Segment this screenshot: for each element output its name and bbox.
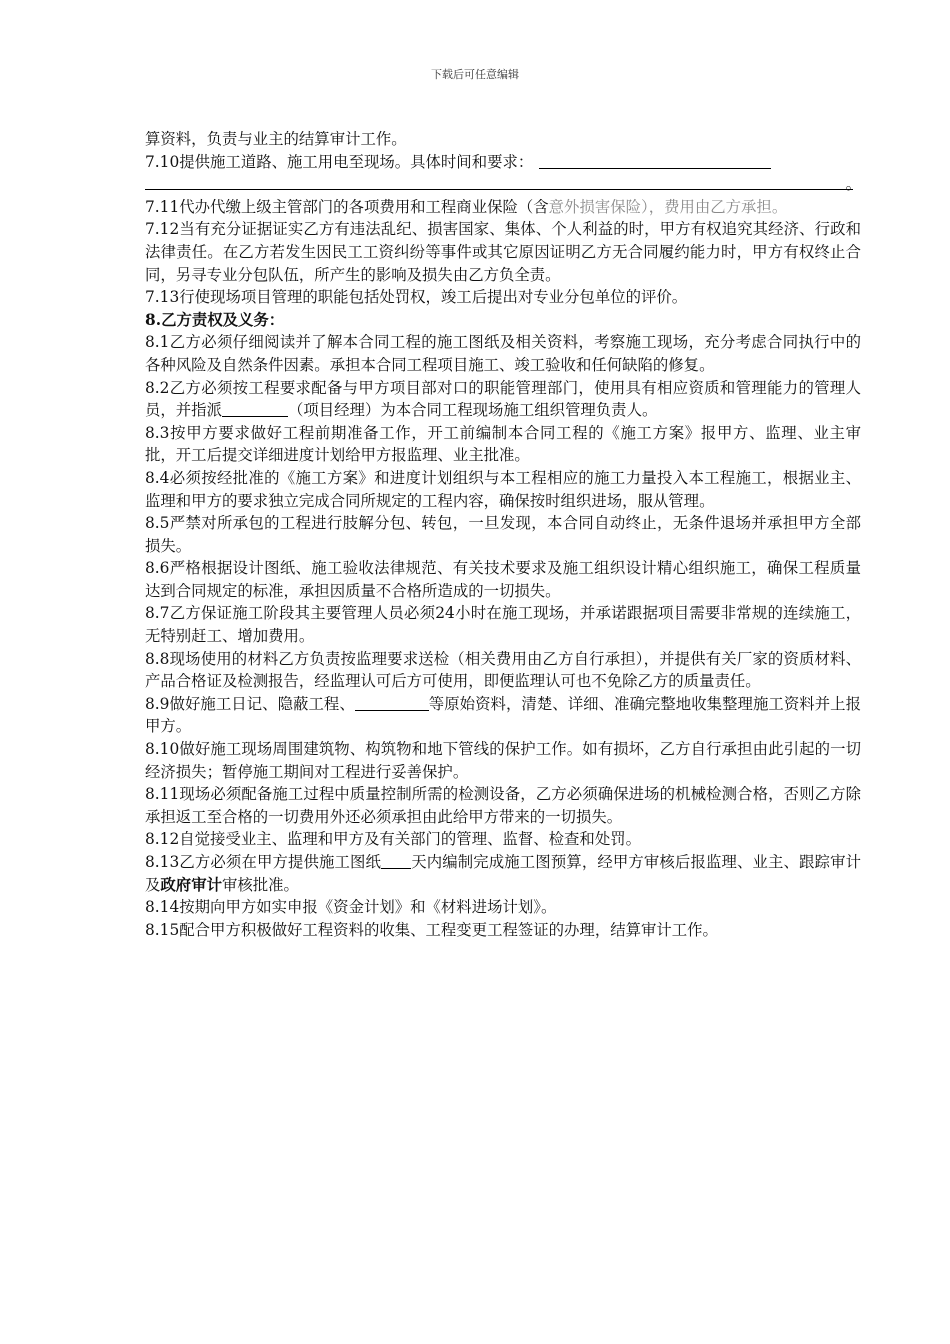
clause-7-12: 7.12当有充分证据证实乙方有违法乱纪、损害国家、集体、个人利益的时，甲方有权追究其经济、行政和法律责任。在乙方若发生因民工工资纠纷等事件或其它原因证明乙方无合同履约能力时，甲方有权终止合同，另寻专业分包队伍，所产生的影响及损失由乙方负全责。: [145, 220, 861, 284]
clause-8-11: 8.11现场必须配备施工过程中质量控制所需的检测设备，乙方必须确保进场的机械检测合格，否则乙方除承担返工至合格的一切费用外还必须承担由此给甲方带来的一切损失。: [145, 785, 861, 826]
clause-7-10-fill-line[interactable]: 。: [145, 173, 861, 196]
section-8-heading: 8.乙方责权及义务：: [145, 310, 285, 329]
clause-8-1: 8.1乙方必须仔细阅读并了解本合同工程的施工图纸及相关资料，考察施工现场，充分考虑合同执行中的各种风险及自然条件因素。承担本合同工程项目施工、竣工验收和任何缺陷的修复。: [145, 333, 861, 374]
records-blank[interactable]: [355, 695, 429, 711]
clause-7-10: 7.10提供施工道路、施工用电至现场。具体时间和要求：: [145, 151, 861, 174]
clause-7-9-tail: 算资料，负责与业主的结算审计工作。: [145, 130, 407, 148]
clause-8-9: 8.9做好施工日记、隐蔽工程、 等原始资料，清楚、详细、准确完整地收集整理施工资料并上报甲方。: [145, 694, 861, 736]
clause-8-14: 8.14按期向甲方如实申报《资金计划》和《材料进场计划》。: [145, 898, 557, 917]
clause-8-10: 8.10做好施工现场周围建筑物、构筑物和地下管线的保护工作。如有损坏，乙方自行承担由此引起的一切经济损失；暂停施工期间对工程进行妥善保护。: [145, 740, 861, 781]
clause-8-7: 8.7乙方保证施工阶段其主要管理人员必须24小时在施工现场，并承诺跟据项目需要非常规的连续施工，无特别赶工、增加费用。: [145, 604, 861, 646]
clause-8-12: 8.12自觉接受业主、监理和甲方及有关部门的管理、监督、检查和处罚。: [145, 830, 641, 849]
clause-8-3: 8.3按甲方要求做好工程前期准备工作，开工前编制本合同工程的《施工方案》报甲方、监理、业主审批，开工后提交详细进度计划给甲方报监理、业主批准。: [145, 423, 861, 465]
clause-7-11: 7.11代办代缴上级主管部门的各项费用和工程商业保险（含意外损害保险），费用由乙方承担。: [145, 197, 788, 216]
clause-8-13: 8.13乙方必须在甲方提供施工图纸 天内编制完成施工图预算，经甲方审核后报监理、业主、跟踪审计及政府审计审核批准。: [145, 853, 861, 894]
days-blank[interactable]: [381, 853, 411, 869]
project-manager-blank[interactable]: [222, 401, 288, 417]
clause-7-13: 7.13行使现场项目管理的职能包括处罚权，竣工后提出对专业分包单位的评价。: [145, 288, 688, 307]
clause-8-5: 8.5严禁对所承包的工程进行肢解分包、转包，一旦发现，本合同自动终止，无条件退场并承担甲方全部损失。: [145, 514, 861, 555]
clause-8-8: 8.8现场使用的材料乙方负责按监理要求送检（相关费用由乙方自行承担），并提供有关厂家的资质材料、产品合格证及检测报告，经监理认可后方可使用，即便监理认可也不免除乙方的质量责任。: [145, 649, 861, 691]
clause-8-4: 8.4必须按经批准的《施工方案》和进度计划组织与本工程相应的施工力量投入本工程施工，根据业主、监理和甲方的要求独立完成合同所规定的工程内容，确保按时组织进场，服从管理。: [145, 468, 861, 510]
time-requirement-blank[interactable]: [539, 153, 771, 169]
contract-body: [145, 128, 861, 941]
clause-8-2: 8.2乙方必须按工程要求配备与甲方项目部对口的职能管理部门，使用具有相应资质和管理能力的管理人员，并指派 （项目经理）为本合同工程现场施工组织管理负责人。: [145, 378, 861, 420]
page-header: 下载后可任意编辑: [431, 68, 519, 81]
clause-8-15: 8.15配合甲方积极做好工程资料的收集、工程变更工程签证的办理，结算审计工作。: [145, 920, 718, 939]
clause-8-6: 8.6严格根据设计图纸、施工验收法律规范、有关技术要求及施工组织设计精心组织施工，确保工程质量达到合同规定的标准，承担因质量不合格所造成的一切损失。: [145, 559, 861, 600]
